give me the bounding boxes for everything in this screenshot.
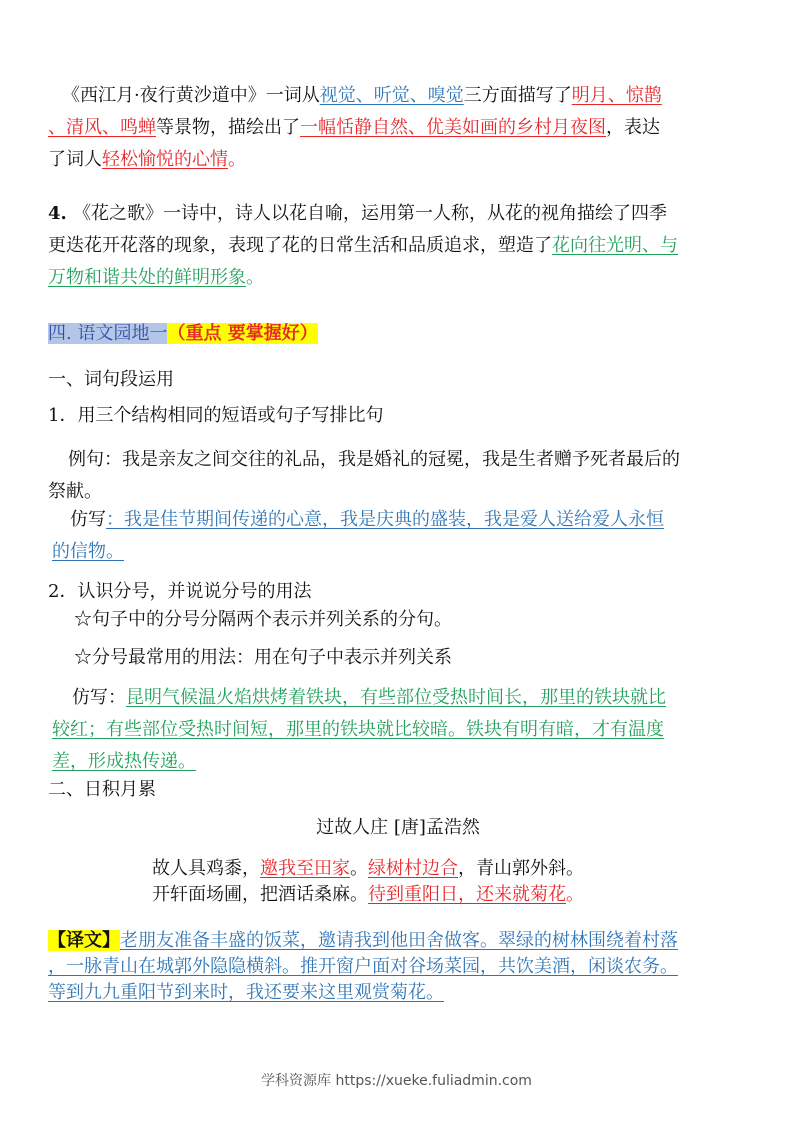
para4-line3: 万物和谐共处的鲜明形象。 <box>48 267 264 288</box>
para4-line2: 更迭花开花落的现象，表现了花的日常生活和品质追求，塑造了花向往光明、与 <box>48 235 678 256</box>
imitation2-line1: 仿写：昆明气候温火焰烘烤着铁块，有些部位受热时间长，那里的铁块就比 <box>72 687 666 708</box>
rule-2: ☆分号最常用的用法：用在句子中表示并列关系 <box>74 647 452 668</box>
poem-line2: 开轩面场圃，把酒话桑麻。待到重阳日，还来就菊花。 <box>152 884 584 905</box>
example-sentence <box>48 444 748 508</box>
imitation1-line1: 仿写：我是佳节期间传递的心意，我是庆典的盛装，我是爱人送给爱人永恒 <box>70 509 664 530</box>
translation-label: 【译文】 <box>48 930 120 951</box>
translation-line1: 【译文】老朋友准备丰盛的饭菜，邀请我到他田舍做客。翠绿的树林围绕着村落 <box>48 930 678 951</box>
example-line1: 例句：我是亲友之间交往的礼品，我是婚礼的冠冕，我是生者赠予死者最后的 <box>68 449 680 470</box>
imitation1-line2: 的信物。 <box>52 541 124 562</box>
translation-line2: ，一脉青山在城郭外隐隐横斜。推开窗户面对谷场菜园，共饮美酒，闲谈农务。 <box>48 956 678 977</box>
imitation2-line2: 较红；有些部位受热时间短，那里的铁块就比较暗。铁块有明有暗，才有温度 <box>52 719 664 740</box>
section-title <box>48 318 748 350</box>
paragraph-xijiangyue <box>48 80 748 176</box>
example-line2: 祭献。 <box>48 481 102 502</box>
part1-heading: 一、词句段运用 <box>48 369 174 390</box>
poem-body <box>48 856 748 908</box>
rule-1: ☆句子中的分号分隔两个表示并列关系的分句。 <box>74 609 452 630</box>
imitation-sentence-1 <box>48 504 748 568</box>
semicolon-rules <box>48 604 748 674</box>
paragraph-huazhige <box>48 198 748 294</box>
para1-line2: 、清风、鸣蝉等景物，描绘出了一幅恬静自然、优美如画的乡村月夜图，表达 <box>48 117 660 138</box>
footer-watermark: 学科资源库 https://xueke.fuliadmin.com <box>261 1073 532 1089</box>
poem-translation <box>48 928 748 1006</box>
question-1: 1．用三个结构相同的短语或句子写排比句 <box>48 405 384 426</box>
imitation2-line3: 差，形成热传递。 <box>52 751 196 772</box>
para1-line1: 《西江月·夜行黄沙道中》一词从视觉、听觉、嗅觉三方面描写了明月、惊鹊 <box>62 85 662 106</box>
part2-heading: 二、日积月累 <box>48 779 156 800</box>
poem-title: 过故人庄 [唐]孟浩然 <box>316 817 480 838</box>
para1-line3: 了词人轻松愉悦的心情。 <box>48 149 246 170</box>
section-note: （重点 要掌握好） <box>167 323 318 344</box>
question-2: 2．认识分号，并说说分号的用法 <box>48 581 312 602</box>
poem-line1: 故人具鸡黍，邀我至田家。绿树村边合，青山郭外斜。 <box>152 858 584 879</box>
imitation-sentence-2 <box>48 682 748 778</box>
para4-line1: 4. 《花之歌》一诗中，诗人以花自喻，运用第一人称，从花的视角描绘了四季 <box>48 203 668 224</box>
translation-line3: 等到九九重阳节到来时，我还要来这里观赏菊花。 <box>48 982 444 1003</box>
section-title-text: 四. 语文园地一 <box>48 323 168 344</box>
